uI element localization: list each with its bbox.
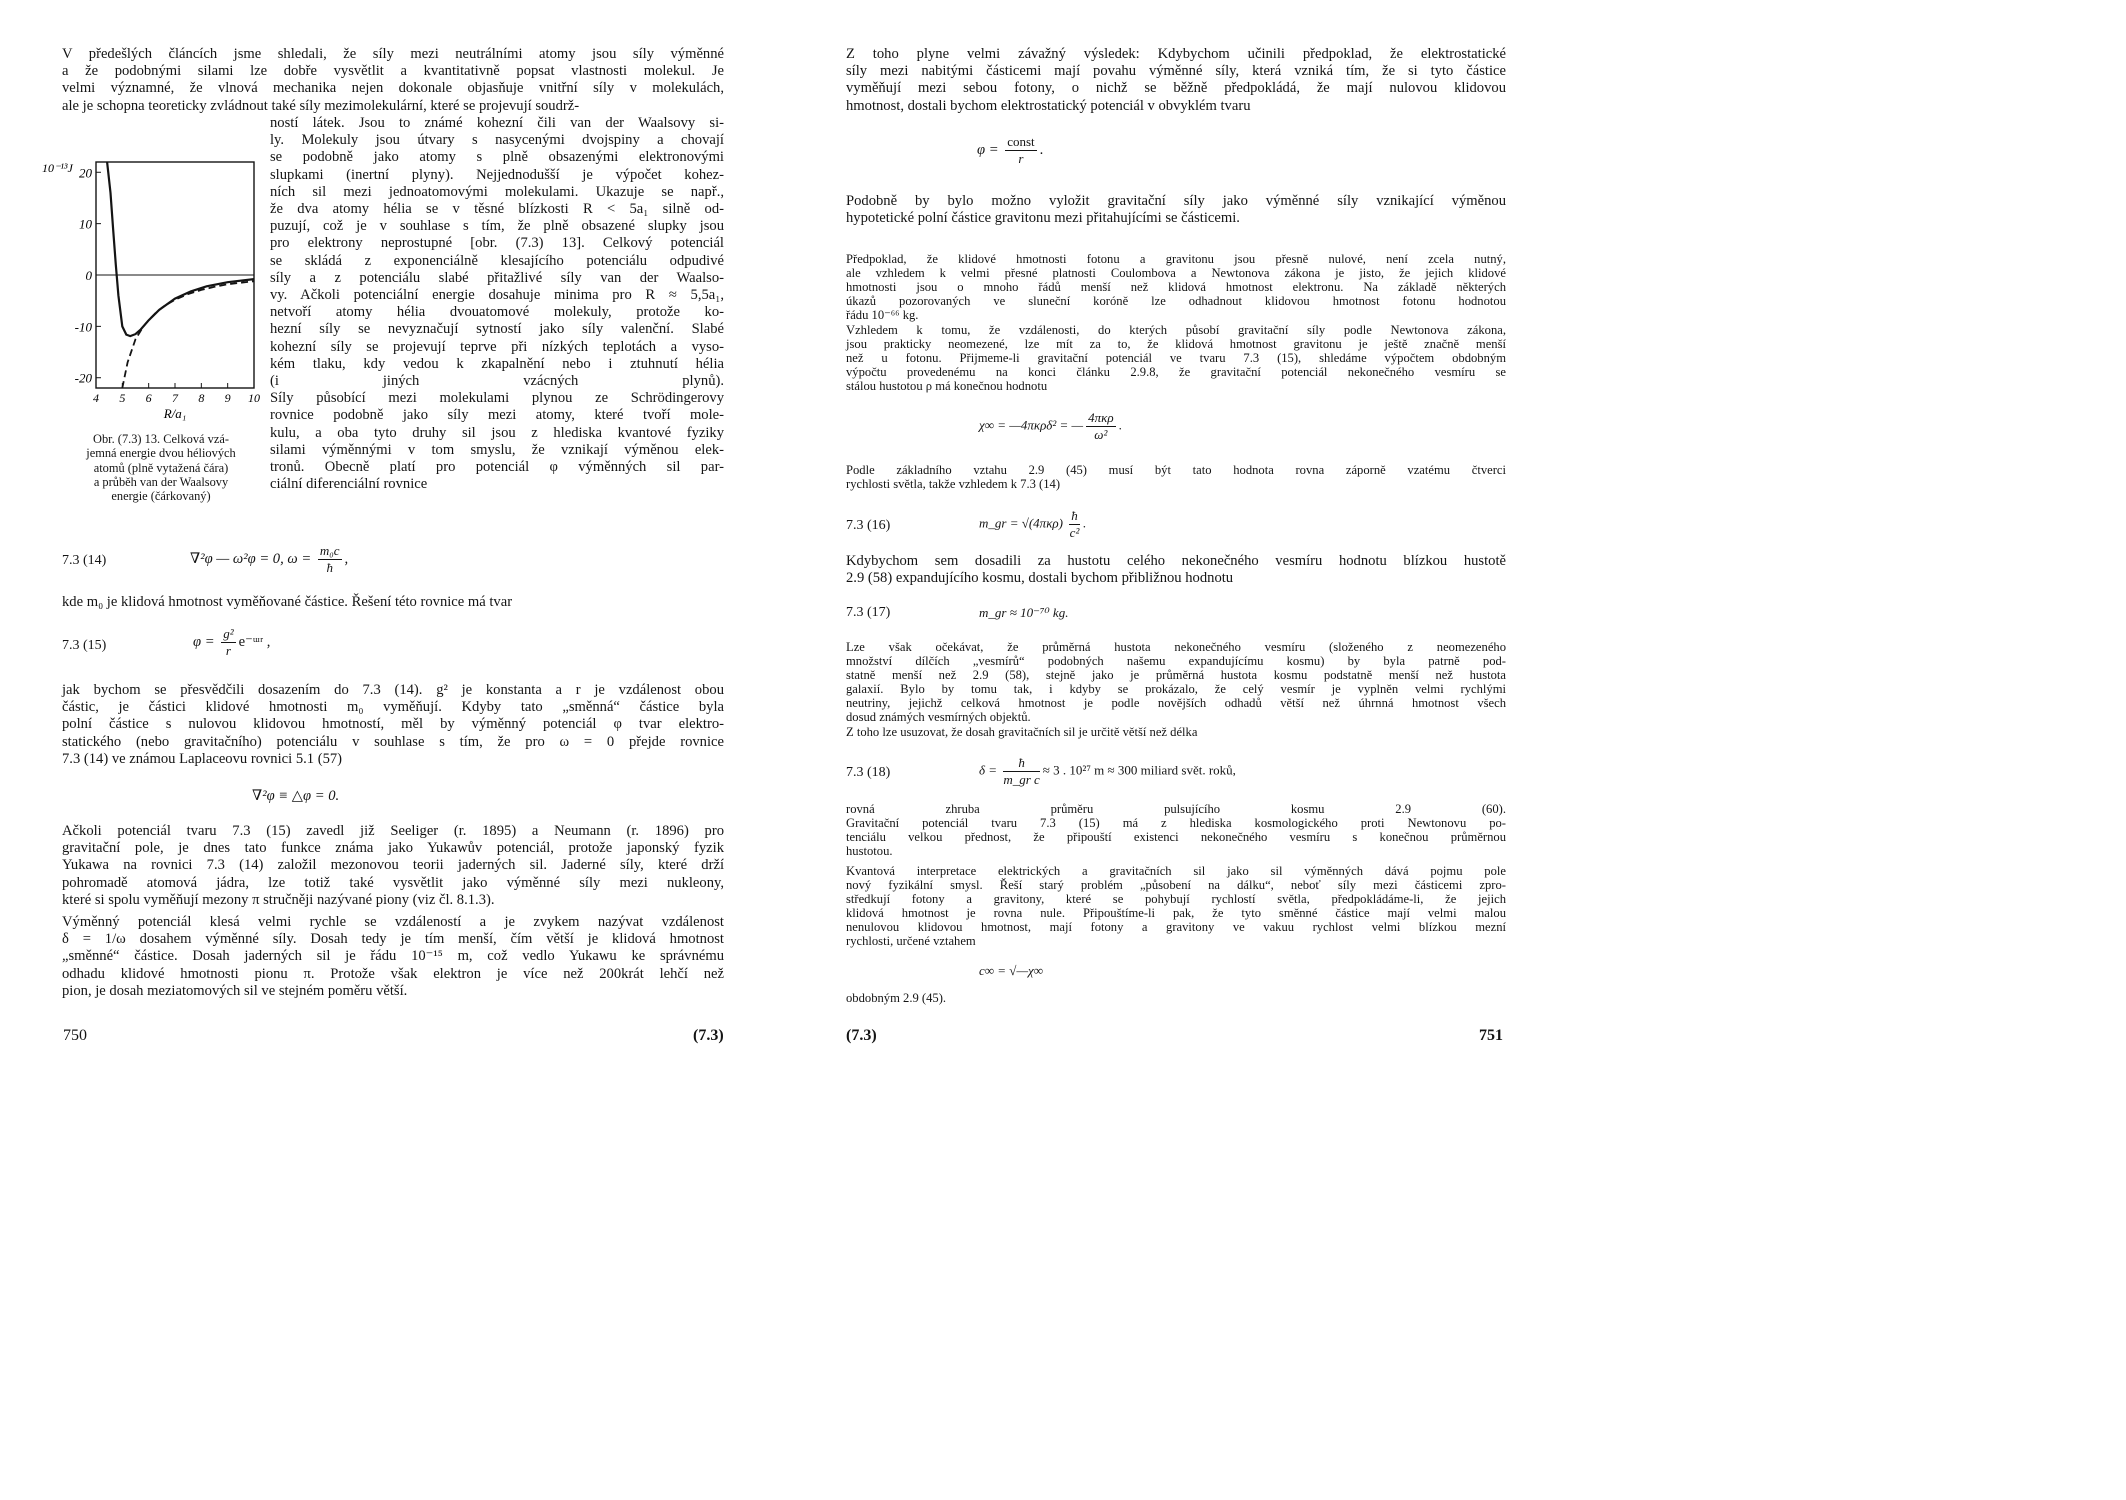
y-tick-label: -20 xyxy=(74,370,92,386)
equation-14: ∇²φ — ω²φ = 0, ω = $\frac{\text{m₀c}}{ħ}$ , xyxy=(190,543,349,575)
text-line: úkazů pozorovaných ve sluneční koróně lze odhadnout klidovou hmotnost fotonu hodnotou xyxy=(846,294,1506,309)
laplace-equation: ∇²φ ≡ △φ = 0. xyxy=(252,788,340,804)
text-line: „směnné“ částice. Dosah jaderných sil je řádu 10⁻¹⁵ m, což vedlo Yukawu ke správnému xyxy=(62,948,724,965)
eq-chi-numerator: 4πκρ xyxy=(1088,410,1114,425)
text-line: než u fotonu. Přijmeme-li gravitační potenciál ve tvaru 7.3 (15), shledáme výpočtem obdobným xyxy=(846,351,1506,366)
potential-energy-chart xyxy=(40,150,268,425)
text-line: vy. Ačkoli potenciální energie dosahuje minima pro R ≈ 5,5a₁, xyxy=(270,287,724,304)
eq16-numerator: ħ xyxy=(1071,508,1078,523)
eq14-text: ∇²φ — ω²φ = 0, ω = xyxy=(190,550,315,567)
page-number-left: 750 xyxy=(63,1027,87,1044)
eq-chi-tail: . xyxy=(1118,417,1122,433)
text-line: atomů (plně vytažená čára) xyxy=(93,460,229,475)
van-der-waals-curve xyxy=(122,281,254,388)
equation-label-14: 7.3 (14) xyxy=(62,553,107,568)
text-line: síly mezi nabitými částicemi mají povahu výměnné síly, která vzniká tím, že si tyto částice xyxy=(846,63,1506,80)
text-line: V předešlých článcích jsme shledali, že síly mezi neutrálními atomy jsou síly výměnné xyxy=(62,46,724,62)
text-line: velmi významné, že vlnová mechanika nejen dokonale objasňuje vnitřní síly v molekulách, xyxy=(62,80,724,97)
text-line: pro elektrony neprostupné [obr. (7.3) 13]. Celkový potenciál xyxy=(270,235,724,252)
paragraph-ztoho xyxy=(846,46,1506,115)
text-line: stálou hustotou ρ má konečnou hodnotu xyxy=(846,379,1048,394)
text-line: ciální diferenciální rovnice xyxy=(270,476,428,493)
text-line: Síly působící mezi molekulami plynou ze Schrödingerovy xyxy=(270,390,724,407)
text-line: 7.3 (14) ve známou Laplaceovu rovnici 5.1 (57) xyxy=(62,750,343,767)
y-axis-label: 10⁻¹³J xyxy=(42,161,73,175)
equation-const xyxy=(977,134,1043,167)
text-line: řádu 10⁻⁶⁶ kg. xyxy=(846,308,919,323)
text-line: nenulovou klidovou hmotnost, mají fotony a gravitony ve vakuu rychlost velmi blízkou mezní xyxy=(846,920,1506,935)
eq-chi-denominator: ω² xyxy=(1094,427,1108,442)
text-line: částic, je částici klidové hmotnosti m₀ vyměňují. Kdyby tato „směnná“ částice byla xyxy=(62,699,724,716)
text-line: Z toho lze usuzovat, že dosah gravitačních sil je určitě větší než délka xyxy=(846,725,1198,739)
note-podle xyxy=(846,463,1506,491)
figure-chart xyxy=(40,150,268,425)
x-tick-label: 6 xyxy=(145,391,152,405)
paragraph-ackoli xyxy=(62,823,724,909)
text-line: hmotnost, dostali bychom elektrostatický potenciál v obvyklém tvaru xyxy=(846,97,1251,114)
equation-chi xyxy=(979,410,1122,443)
text-line: Gravitační potenciál tvaru 7.3 (15) má z hlediska kosmologického proti Newtonovu po- xyxy=(846,816,1506,831)
text-line: ních sil mezi jednoatomovými molekulami. Ukazuje se např., xyxy=(270,183,724,200)
text-line: jsou prakticky neomezené, lze mít za to, že klidová hmotnost gravitonu je ještě značně menší xyxy=(846,337,1506,352)
text-line: rychlosti světla, takže vzhledem k 7.3 (14) xyxy=(846,477,1061,492)
eq18-numerator: ħ xyxy=(1003,755,1039,772)
text-line: energie (čárkovaný) xyxy=(111,489,211,504)
text-line: δ = 1/ω dosahem výměnné síly. Dosah tedy je tím menší, čím větší je klidová hmotnost xyxy=(62,931,724,948)
note-predpoklad xyxy=(846,252,1506,322)
figure-caption xyxy=(58,432,264,503)
y-tick-label: 20 xyxy=(79,165,92,181)
paragraph-podobne xyxy=(846,193,1506,227)
text-line: statně menší než 2.9 (58), stejně jako je průměrná hustota kosmu podstatně menší než hustota xyxy=(846,668,1506,683)
text-line: ale je schopna teoreticky zvládnout také síly mezimolekulární, které se projevují soudrž- xyxy=(62,97,580,114)
x-tick-label: 8 xyxy=(198,391,205,405)
text-line: silami výměnnými v tom smyslu, že vznikají výměnou elek- xyxy=(270,441,724,458)
text-line: tenciálu velkou přednost, že připouští existenci nekonečného vesmíru s konečnou průměrnou xyxy=(846,830,1506,845)
eq15-numerator: g² xyxy=(223,626,234,641)
text-line: odhadu klidové hmotnosti pionu π. Protože však elektron je více než 200krát lehčí než xyxy=(62,965,724,982)
text-line: které si spolu vyměňují mezony π stručněji nazývané piony (viz čl. 8.1.3). xyxy=(62,891,495,908)
x-tick-label: 7 xyxy=(172,391,178,405)
text-line: netvoří atomy hélia dvouatomové molekuly, protože ko- xyxy=(270,304,724,321)
eq18-lhs: δ = xyxy=(979,762,1001,778)
text-line: a průběh van der Waalsovy xyxy=(93,474,229,489)
text-line: Yukawa na rovnici 7.3 (14) založil mezonovou teorii jaderných sil. Jaderné síly, které drží xyxy=(62,857,724,874)
text-line: obdobným 2.9 (45). xyxy=(846,991,947,1005)
text-line: neutriny, jejichž celková hmotnost je podle novějších odhadů větší než úhrnná hmotnost všech xyxy=(846,696,1506,711)
note-kvantova xyxy=(846,864,1506,949)
intro-narrow-paragraph xyxy=(270,115,724,493)
text-line: hmotnosti jsou o mnoho řádů menší než klidová hmotnost elektronu. Na základě některých xyxy=(846,280,1506,295)
equation-label-18: 7.3 (18) xyxy=(846,765,891,780)
eq18-tail: ≈ 3 . 10²⁷ m ≈ 300 miliard svět. roků, xyxy=(1042,762,1236,778)
section-marker-right: (7.3) xyxy=(846,1027,877,1044)
eq-const-numerator: const xyxy=(1007,134,1035,149)
text-line: (i jiných vzácných plynů). xyxy=(270,373,724,390)
x-tick-label: 10 xyxy=(248,391,260,405)
x-axis-label: R/a₁ xyxy=(163,406,187,421)
eq-const-tail: . xyxy=(1039,141,1044,158)
text-line: hustotou. xyxy=(846,844,893,859)
text-line: 2.9 (58) expandujícího kosmu, dostali bychom přibližnou hodnotu xyxy=(846,570,1234,587)
text-line: Lze však očekávat, že průměrná hustota nekonečného vesmíru (složeného z neomezeného xyxy=(846,640,1506,654)
text-line: a že podobnými silami lze dobře vysvětlit a kvantitativně popsat vlastnosti molekul. Je xyxy=(62,63,724,80)
text-line: pion, je dosah meziatomových sil ve stejném poměru větší. xyxy=(62,982,408,999)
text-line: hypotetické polní částice gravitonu mezi přitahujícími se částicemi. xyxy=(846,210,1240,227)
text-line: slupkami (inertní plyny). Nejjednodušší je výpočet kohez- xyxy=(270,166,724,183)
text-line: že dva atomy hélia se v těsné blízkosti R < 5a₁ silně od- xyxy=(270,201,724,218)
text-line: Podle základního vztahu 2.9 (45) musí být tato hodnota rovna záporně vzatému čtverci xyxy=(846,463,1506,477)
note-lze xyxy=(846,640,1506,725)
equation-label-17: 7.3 (17) xyxy=(846,605,891,620)
text-line: ale vzhledem k velmi přesné platnosti Coulombova a Newtonova zákona je jisto, že jejich klidové xyxy=(846,266,1506,281)
text-line: dosud známých vesmírných objektů. xyxy=(846,710,1031,725)
eq15-lhs: φ = xyxy=(193,633,219,650)
equation-17: m_gr ≈ 10⁻⁷⁰ kg. xyxy=(979,605,1069,620)
text-line: statického (nebo gravitačního) potenciálu v souhlase s tím, že pro ω = 0 přejde rovnice xyxy=(62,733,724,750)
text-line: hezní síly se nevyznačují sytností jako síly valenční. Slabé xyxy=(270,321,724,338)
left-page xyxy=(0,0,779,1098)
text-line: středkují fotony a gravitony, které se pohybují rychlostí světla, předpokládáme-li, že jejich xyxy=(846,892,1506,907)
text-line: výpočtu provedenému na konci článku 2.9.8, že gravitační potenciál nekonečného vesmíru se xyxy=(846,365,1506,380)
equation-cinf: c∞ = √—χ∞ xyxy=(979,963,1043,978)
text-line: Z toho plyne velmi závažný výsledek: Kdybychom učinili předpoklad, že elektrostatické xyxy=(846,46,1506,62)
eq-chi-lhs: χ∞ = —4πκρδ² = — xyxy=(979,417,1084,433)
note-obdobnym xyxy=(846,991,1506,1005)
text-line: Ačkoli potenciál tvaru 7.3 (15) zavedl již Seeliger (r. 1895) a Neumann (r. 1896) pro xyxy=(62,823,724,839)
text-line: kulu, a oba tyto druhy sil jsou z hlediska kvantové fyziky xyxy=(270,424,724,441)
note-vzhledem xyxy=(846,323,1506,393)
page-number-right: 751 xyxy=(1479,1027,1503,1044)
text-line: ností látek. Jsou to známé kohezní čili van der Waalsovy si- xyxy=(270,115,724,131)
text-line: kde m₀ je klidová hmotnost vyměňované částice. Řešení této rovnice má tvar xyxy=(62,594,513,610)
text-line: polní částice s nulovou klidovou hmotností, měl by výměnný potenciál φ tvar elektro- xyxy=(62,716,724,733)
eq16-tail: . xyxy=(1082,515,1087,531)
text-line: tronů. Obecně platí pro potenciál φ výměnných sil par- xyxy=(270,459,724,476)
section-marker-left: (7.3) xyxy=(693,1027,724,1044)
text-line: klidová hmotnost je rovna nule. Připouštíme-li pak, že tyto směnné částice mají velmi malou xyxy=(846,906,1506,921)
eq18-denominator: m_gr c xyxy=(1003,772,1040,787)
text-line: vyměňují mezi sebou fotony, o nichž se běžně předpokládá, že mají nulovou klidovou xyxy=(846,80,1506,97)
equation-15 xyxy=(193,626,270,659)
right-page xyxy=(779,0,1558,1098)
text-line: jak bychom se přesvědčili dosazením do 7.3 (14). g² je konstanta a r je vzdálenost obou xyxy=(62,682,724,698)
note-rovna xyxy=(846,802,1506,858)
eq14-denominator: ħ xyxy=(326,560,333,575)
eq14-numerator: m₀c xyxy=(319,543,340,558)
text-line: Podobně by bylo možno vyložit gravitační síly jako výměnné síly vznikající výměnou xyxy=(846,193,1506,209)
x-tick-label: 5 xyxy=(119,391,126,405)
eq-const-denominator: r xyxy=(1018,151,1024,166)
note-ztoho xyxy=(846,725,1506,739)
text-line: galaxií. Bylo by tomu tak, i kdyby se prokázalo, že celý vesmír je vyplněn velmi rychlými xyxy=(846,682,1506,697)
text-line: se skládá z exponenciálně klesajícího potenciálu odpudivé xyxy=(270,252,724,269)
y-tick-label: 10 xyxy=(79,216,92,232)
text-line: rychlosti, určené vztahem xyxy=(846,934,976,949)
paragraph-kdybychom xyxy=(846,553,1506,587)
x-tick-label: 4 xyxy=(93,391,99,405)
eq16-lhs: m_gr = √(4πκρ) xyxy=(979,515,1067,531)
equation-label-16: 7.3 (16) xyxy=(846,518,891,533)
text-line: množství dílčích „vesmírů“ podobných našemu expandujícímu kosmu) by byla patrně pod- xyxy=(846,654,1506,669)
y-tick-label: 0 xyxy=(85,268,92,283)
text-line: síly a z potenciálu slabé přitažlivé síly van der Waalso- xyxy=(270,269,724,286)
text-line: rovnice podobně jako síly mezi atomy, které tvoří mole- xyxy=(270,407,724,424)
kde-line xyxy=(62,594,724,611)
text-line: ly. Molekuly jsou útvary s nasycenými dvojspiny a chovají xyxy=(270,132,724,149)
text-line: Kvantová interpretace elektrických a gravitačních sil jako sil výměnných dává pojmu pole xyxy=(846,864,1506,878)
paragraph-vymenny xyxy=(62,914,724,1000)
intro-paragraph xyxy=(62,46,724,115)
text-line: Obr. (7.3) 13. Celková vzá- xyxy=(93,432,229,446)
text-line: Předpoklad, že klidové hmotnosti fotonu a gravitonu jsou přesně nulové, není zcela nutný, xyxy=(846,252,1506,266)
text-line: kohezní síly se projevují teprve při nízkých teplotách a vyso- xyxy=(270,338,724,355)
text-line: gravitační pole, je dnes tato funkce známa jako Yukawův potenciál, protože japonský fyzik xyxy=(62,840,724,857)
text-line: se podobně jako atomy s plně obsazenými elektronovými xyxy=(270,149,724,166)
equation-18 xyxy=(979,755,1236,788)
equation-label-15: 7.3 (15) xyxy=(62,638,107,653)
total-energy-curve xyxy=(107,162,254,336)
eq-const-lhs: φ = xyxy=(977,141,1003,158)
x-tick-label: 9 xyxy=(224,391,231,405)
eq15-tail: e⁻ᵚʳ , xyxy=(238,633,271,650)
text-line: pohromadě atomová jádra, lze totiž také vysvětlit jako výměnné síly mezi nukleony, xyxy=(62,874,724,891)
equation-16 xyxy=(979,508,1086,541)
text-line: nový fyzikální smysl. Řeší starý problém „působení na dálku“, neboť síly mezi částicemi zpro- xyxy=(846,878,1506,893)
text-line: puzují, což je v souhlase s tím, že plně obsazené slupky jsou xyxy=(270,218,724,235)
eq15-denominator: r xyxy=(225,643,231,658)
paragraph-jak xyxy=(62,682,724,768)
text-line: Kdybychom sem dosadili za hustotu celého nekonečného vesmíru hodnotu blízkou hustotě xyxy=(846,553,1506,569)
text-line: kém tlaku, kdy vedou k zkapalnění nebo i ztuhnutí hélia xyxy=(270,355,724,372)
text-line: Výměnný potenciál klesá velmi rychle se vzdáleností a je zvykem nazývat vzdálenost xyxy=(62,914,724,930)
eq16-denominator: c² xyxy=(1069,525,1080,540)
y-tick-label: -10 xyxy=(74,319,92,335)
text-line: Vzhledem k tomu, že vzdálenosti, do kterých působí gravitační síly podle Newtonova zákona, xyxy=(846,323,1506,337)
text-line: jemná energie dvou héliových xyxy=(86,446,236,461)
text-line: rovná zhruba průměru pulsujícího kosmu 2.9 (60). xyxy=(846,802,1506,816)
